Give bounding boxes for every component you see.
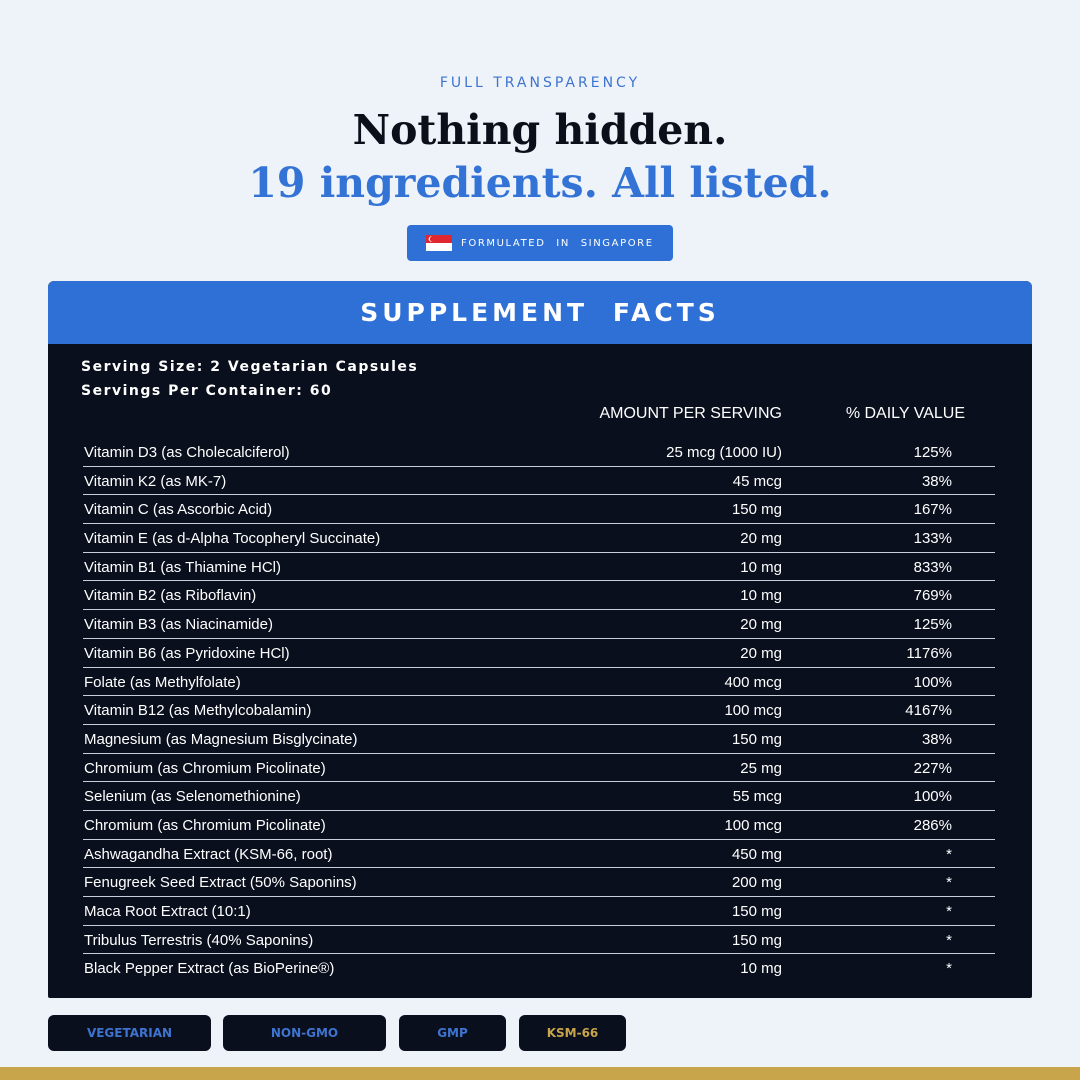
table-row (83, 495, 995, 524)
ingredient-name: Maca Root Extract (10:1) (84, 903, 251, 920)
ingredient-daily-value: * (946, 874, 952, 892)
ingredient-amount: 25 mg (740, 759, 782, 777)
servings-per-container: Servings Per Container: 60 (81, 383, 333, 399)
ingredient-name: Tribulus Terrestris (40% Saponins) (84, 931, 314, 949)
eyebrow-label: FULL TRANSPARENCY (439, 75, 641, 91)
ingredient-name: Selenium (as Selenomethionine) (84, 788, 301, 806)
serving-size: Serving Size: 2 Vegetarian Capsules (81, 359, 419, 375)
ingredient-amount: 150 mg (731, 501, 782, 519)
table-row (83, 668, 995, 697)
supplement-facts-panel (48, 281, 1032, 998)
ingredient-daily-value: 167% (913, 501, 952, 519)
ingredient-name: Fenugreek Seed Extract (50% Saponins) (84, 874, 357, 892)
ingredient-daily-value: * (946, 845, 952, 863)
ingredient-amount: 150 mg (731, 730, 782, 748)
table-row (83, 897, 995, 926)
bottom-accent-bar (0, 1067, 1080, 1080)
supplement-facts-title: SUPPLEMENT FACTS (360, 298, 720, 327)
ingredient-amount: 10 mg (740, 587, 782, 605)
ingredient-name: Vitamin B6 (as Pyridoxine HCl) (84, 644, 290, 662)
ingredient-name: Vitamin K2 (as MK-7) (84, 472, 227, 490)
ingredient-name: Black Pepper Extract (as BioPerine®) (84, 960, 335, 978)
table-row (83, 467, 995, 496)
ingredient-amount: 25 mcg (1000 IU) (666, 444, 782, 461)
table-row (83, 438, 995, 467)
column-header-daily-value: % DAILY VALUE (845, 405, 965, 422)
ingredient-daily-value: 769% (913, 587, 952, 605)
ingredient-daily-value: 227% (913, 759, 952, 777)
ingredient-daily-value: 125% (913, 444, 952, 461)
ingredient-name: Chromium (as Chromium Picolinate) (84, 816, 326, 834)
ingredient-name: Vitamin C (as Ascorbic Acid) (84, 501, 273, 519)
ingredient-daily-value: * (946, 931, 952, 949)
table-row (83, 954, 995, 983)
ingredient-amount: 200 mg (731, 874, 782, 892)
vegetarian-badge: VEGETARIAN (48, 1015, 211, 1051)
ingredient-name: Vitamin D3 (as Cholecalciferol) (84, 444, 290, 461)
ingredient-amount: 20 mg (740, 530, 782, 548)
badge-label: FORMULATED IN SINGAPORE (461, 237, 654, 249)
ingredient-name: Vitamin B2 (as Riboflavin) (84, 587, 257, 605)
ingredient-amount: 20 mg (740, 644, 782, 662)
ingredient-amount: 20 mg (740, 616, 782, 634)
headline-primary: Nothing hidden. (352, 106, 728, 154)
non-gmo-badge: NON-GMO (223, 1015, 386, 1051)
ingredient-daily-value: * (946, 903, 952, 920)
table-row (83, 926, 995, 955)
table-row (83, 868, 995, 897)
ingredient-table (83, 438, 995, 983)
table-row (83, 782, 995, 811)
formulated-in-singapore-badge (407, 225, 673, 261)
ingredient-daily-value: 38% (921, 730, 952, 748)
ingredient-amount: 100 mcg (724, 816, 782, 834)
table-row (83, 696, 995, 725)
ingredient-daily-value: 133% (913, 530, 952, 548)
ingredient-daily-value: 1176% (906, 644, 952, 662)
ingredient-name: Vitamin B12 (as Methylcobalamin) (84, 702, 312, 720)
ingredient-name: Vitamin B1 (as Thiamine HCl) (84, 558, 282, 576)
ingredient-daily-value: 100% (913, 788, 952, 806)
ingredient-name: Vitamin B3 (as Niacinamide) (84, 616, 273, 634)
singapore-flag-icon (426, 235, 452, 251)
ingredient-daily-value: 38% (921, 472, 952, 490)
ingredient-daily-value: 286% (913, 816, 952, 834)
table-row (83, 553, 995, 582)
gmp-badge: GMP (399, 1015, 506, 1051)
ingredient-daily-value: 833% (913, 558, 952, 576)
column-header-amount: AMOUNT PER SERVING (599, 405, 782, 422)
table-row (83, 524, 995, 553)
ingredient-daily-value: * (946, 960, 952, 978)
ingredient-amount: 45 mcg (732, 472, 782, 490)
ingredient-name: Ashwagandha Extract (KSM-66, root) (84, 845, 333, 863)
ingredient-daily-value: 4167% (905, 702, 952, 720)
ingredient-name: Vitamin E (as d-Alpha Tocopheryl Succinate) (84, 530, 381, 548)
table-row (83, 581, 995, 610)
ingredient-amount: 150 mg (731, 903, 782, 920)
table-row (83, 840, 995, 869)
table-row (83, 754, 995, 783)
table-row (83, 725, 995, 754)
table-row (83, 811, 995, 840)
ingredient-amount: 150 mg (731, 931, 782, 949)
headline-secondary: 19 ingredients. All listed. (248, 159, 832, 207)
supplement-facts-header (48, 281, 1032, 344)
ingredient-amount: 10 mg (740, 558, 782, 576)
ingredient-amount: 100 mcg (724, 702, 782, 720)
ksm-66-badge: KSM-66 (519, 1015, 626, 1051)
ingredient-amount: 55 mcg (732, 788, 782, 806)
ingredient-name: Folate (as Methylfolate) (84, 673, 241, 691)
ingredient-name: Chromium (as Chromium Picolinate) (84, 759, 326, 777)
table-row (83, 639, 995, 668)
ingredient-daily-value: 125% (913, 616, 952, 634)
ingredient-amount: 10 mg (740, 960, 782, 978)
table-row (83, 610, 995, 639)
ingredient-amount: 400 mcg (724, 673, 782, 691)
ingredient-daily-value: 100% (913, 673, 952, 691)
ingredient-name: Magnesium (as Magnesium Bisglycinate) (84, 730, 358, 748)
ingredient-amount: 450 mg (731, 845, 782, 863)
